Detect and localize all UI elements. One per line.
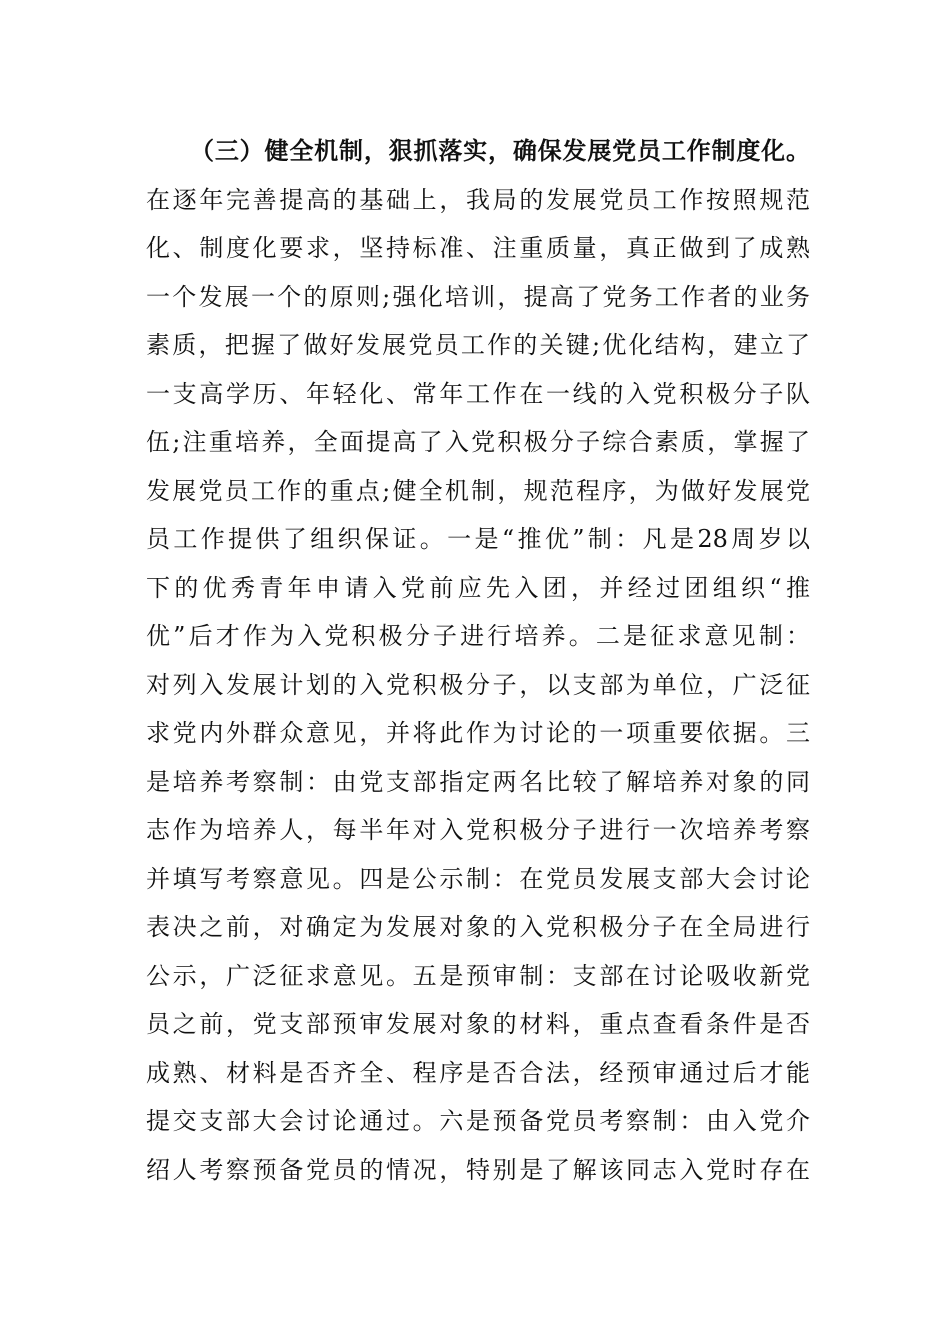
paragraph-line: 员之前，党支部预审发展对象的材料，重点查看条件是否 xyxy=(146,1010,810,1038)
paragraph-line: 绍人考察预备党员的情况，特别是了解该同志入党时存在 xyxy=(146,1155,810,1184)
paragraph-line: 伍;注重培养，全面提高了入党积极分子综合素质，掌握了 xyxy=(146,428,810,456)
paragraph-line: 下的优秀青年申请入党前应先入团，并经过团组织“推 xyxy=(146,573,810,602)
paragraph-line: 提交支部大会讨论通过。六是预备党员考察制：由入党介 xyxy=(146,1107,810,1135)
paragraph-line: 求党内外群众意见，并将此作为讨论的一项重要依据。三 xyxy=(146,719,810,747)
paragraph-line: 对列入发展计划的入党积极分子，以支部为单位，广泛征 xyxy=(146,670,810,699)
paragraph-line: 并填写考察意见。四是公示制：在党员发展支部大会讨论 xyxy=(146,864,810,893)
paragraph-line: 是培养考察制：由党支部指定两名比较了解培养对象的同 xyxy=(146,767,810,796)
paragraph-line: 素质，把握了做好发展党员工作的关键;优化结构，建立了 xyxy=(146,331,810,359)
paragraph-line: 表决之前，对确定为发展对象的入党积极分子在全局进行 xyxy=(146,913,810,941)
paragraph-line: 在逐年完善提高的基础上，我局的发展党员工作按照规范 xyxy=(146,185,810,214)
paragraph-line: 成熟、材料是否齐全、程序是否合法，经预审通过后才能 xyxy=(146,1058,810,1087)
paragraph-line: 员工作提供了组织保证。一是“推优”制：凡是28周岁以 xyxy=(146,525,810,553)
paragraph-line: 公示，广泛征求意见。五是预审制：支部在讨论吸收新党 xyxy=(146,961,810,990)
paragraph-line: 化、制度化要求，坚持标准、注重质量，真正做到了成熟 xyxy=(146,234,810,262)
paragraph-line: 优”后才作为入党积极分子进行培养。二是征求意见制： xyxy=(146,622,810,650)
paragraph-line: 一支高学历、年轻化、常年工作在一线的入党积极分子队 xyxy=(146,379,810,408)
paragraph-line: 发展党员工作的重点;健全机制，规范程序，为做好发展党 xyxy=(146,476,810,505)
document-body xyxy=(146,127,810,1194)
section-heading: （三）健全机制，狠抓落实，确保发展党员工作制度化。 xyxy=(190,136,810,165)
paragraph-line: 志作为培养人，每半年对入党积极分子进行一次培养考察 xyxy=(146,816,810,844)
paragraph-line: 一个发展一个的原则;强化培训，提高了党务工作者的业务 xyxy=(146,282,810,311)
